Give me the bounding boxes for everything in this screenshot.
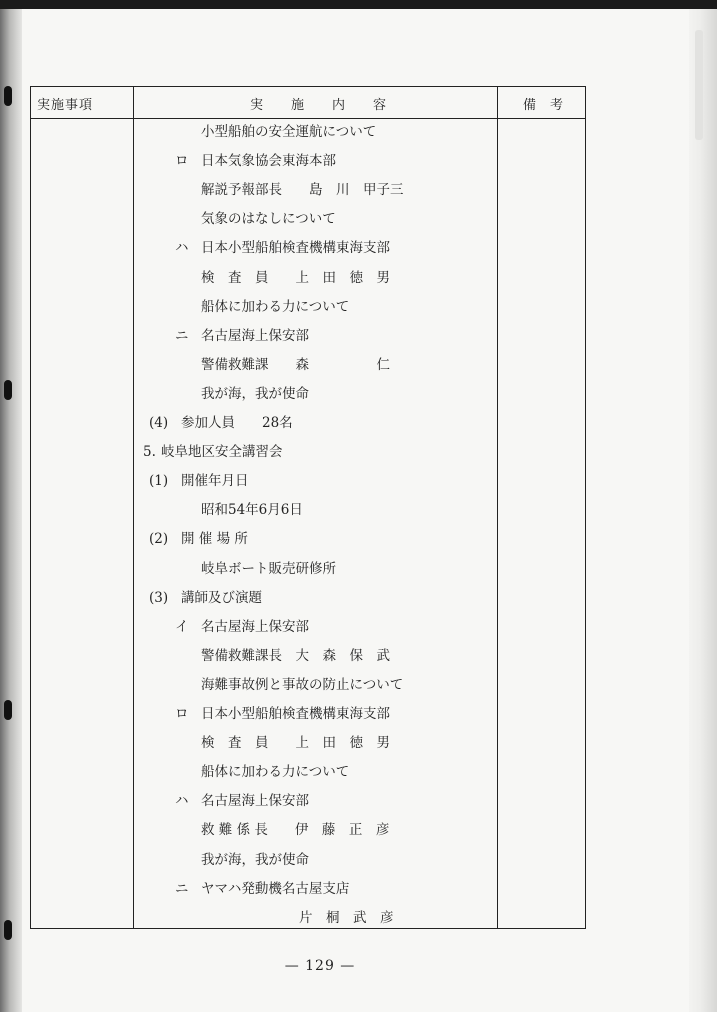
line-text: 日本小型船舶検査機構東海支部: [201, 706, 390, 722]
item-marker: ロ: [175, 153, 189, 170]
line-text: 解説予報部長 島 川 甲子三: [201, 182, 404, 199]
scan-mark: [695, 30, 703, 140]
column-divider: [133, 87, 134, 928]
line-text: 警備救難課長 大 森 保 武: [201, 647, 390, 664]
item-marker: ニ: [175, 880, 189, 897]
line-text: 名古屋海上保安部: [201, 793, 309, 810]
line-text: 片 桐 武 彦: [299, 909, 394, 926]
line-text: 気象のはなしについて: [201, 211, 336, 228]
column-divider: [497, 87, 498, 928]
line-text: 名古屋海上保安部: [201, 327, 309, 344]
item-marker: 5.: [143, 444, 156, 461]
line-text: 警備救難課 森 仁: [201, 356, 390, 373]
item-marker: ニ: [175, 327, 189, 344]
scan-binding-shadow: [0, 0, 22, 1012]
header-implementation-item: 実施事項: [37, 98, 94, 113]
line-text: 開催年月日: [181, 473, 249, 490]
header-remarks: 備考: [522, 98, 577, 113]
line-text: 船体に加わる力について: [201, 298, 350, 315]
item-marker: イ: [175, 618, 189, 635]
binding-hole: [4, 920, 12, 940]
item-marker: ハ: [175, 240, 189, 257]
line-text: 我が海，我が使命: [201, 385, 309, 402]
binding-hole: [4, 86, 12, 106]
line-text: 昭和54年6月6日: [201, 502, 303, 519]
item-marker: ハ: [175, 793, 189, 810]
line-text: 開 催 場 所: [181, 531, 248, 548]
scan-edge-shadow: [689, 9, 717, 1012]
implementation-table: [30, 86, 586, 929]
line-text: 参加人員 28名: [181, 415, 293, 431]
line-text: 名古屋海上保安部: [201, 618, 309, 635]
header-implementation-content: 実施内容: [249, 98, 414, 113]
line-text: 日本小型船舶検査機構東海支部: [201, 240, 390, 257]
line-text: 講師及び演題: [181, 589, 262, 606]
line-text: 我が海，我が使命: [201, 851, 309, 868]
line-text: 小型船舶の安全運航について: [201, 124, 377, 140]
item-marker: (1): [149, 473, 169, 490]
line-text: 海難事故例と事故の防止について: [201, 676, 404, 693]
line-text: ヤマハ発動機名古屋支店: [201, 880, 350, 897]
page-number: — 129 —: [284, 958, 356, 974]
item-marker: ロ: [175, 706, 189, 722]
binding-hole: [4, 380, 12, 400]
item-marker: (3): [149, 589, 169, 606]
line-text: 検 査 員 上 田 徳 男: [201, 269, 390, 286]
line-text: 船体に加わる力について: [201, 764, 350, 781]
line-text: 救 難 係 長 伊 藤 正 彦: [201, 822, 390, 839]
binding-hole: [4, 700, 12, 720]
line-text: 日本気象協会東海本部: [201, 153, 336, 170]
line-text: 検 査 員 上 田 徳 男: [201, 735, 390, 752]
line-text: 岐阜ボート販売研修所: [201, 560, 336, 577]
scan-top-edge: [0, 0, 717, 9]
item-marker: (2): [149, 531, 169, 548]
item-marker: (4): [149, 415, 169, 431]
line-text: 岐阜地区安全講習会: [161, 444, 283, 461]
